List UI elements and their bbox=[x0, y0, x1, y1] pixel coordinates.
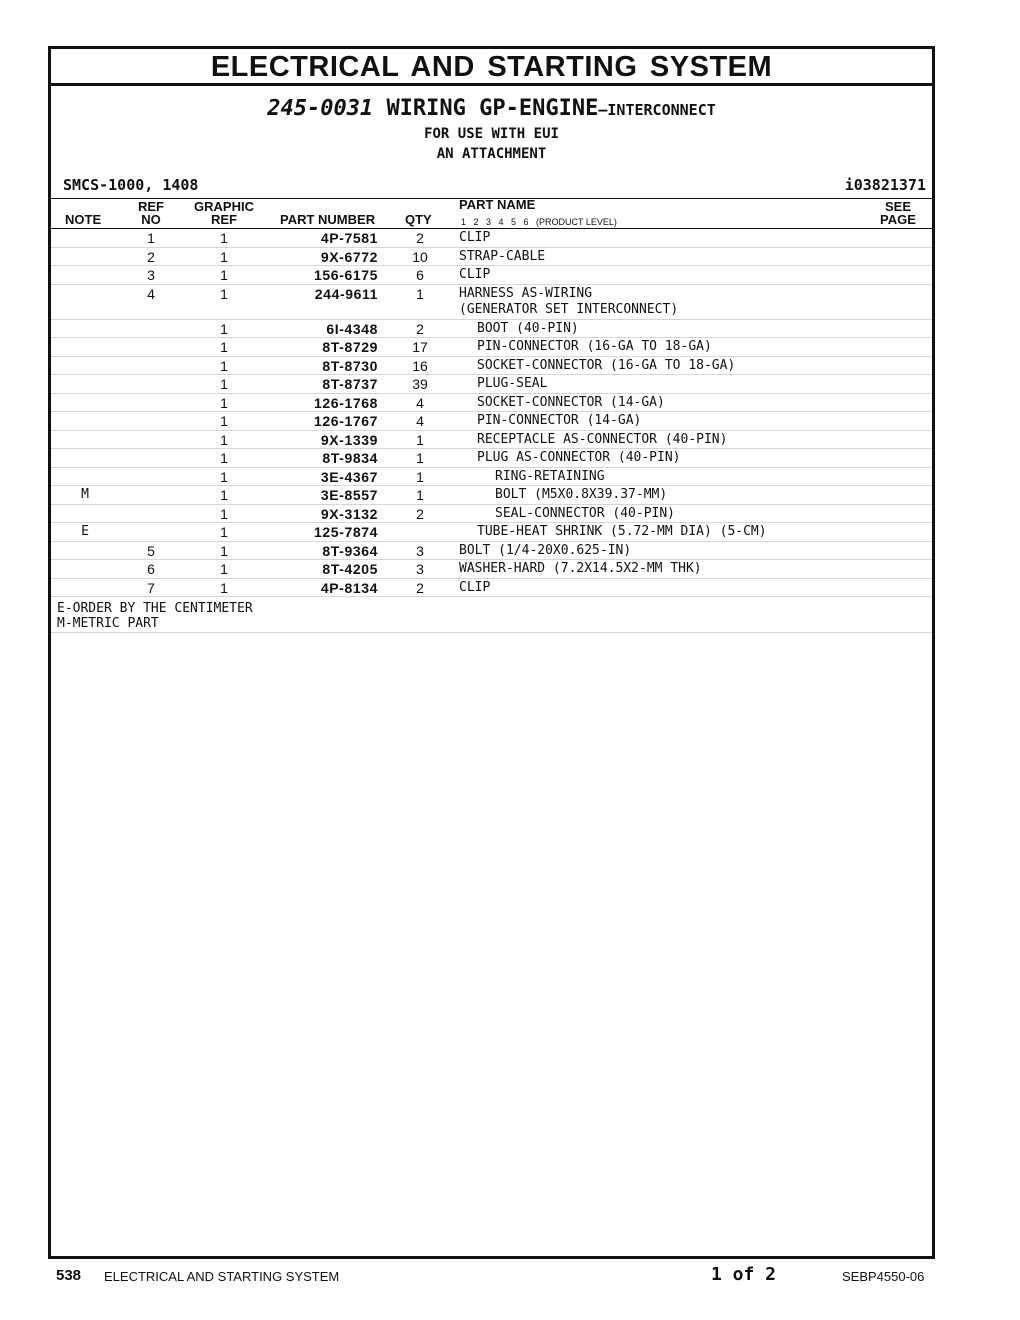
use-line-1: FOR USE WITH EUI bbox=[424, 126, 559, 142]
table-row bbox=[51, 542, 932, 561]
table-row bbox=[51, 285, 932, 320]
use-line-2: AN ATTACHMENT bbox=[436, 146, 547, 162]
graphic-ref-cell: 1 bbox=[220, 339, 228, 355]
part-number-cell: 9X-3132 bbox=[320, 505, 378, 522]
part-name-cell: PIN-CONNECTOR (14-GA) bbox=[477, 413, 642, 428]
ref-no-cell: 7 bbox=[147, 579, 155, 596]
ref-no-cell: 4 bbox=[147, 285, 155, 302]
part-name-cell: HARNESS AS-WIRING bbox=[459, 285, 593, 301]
qty-cell: 2 bbox=[416, 320, 424, 337]
table-row bbox=[51, 468, 932, 487]
graphic-ref-cell: 1 bbox=[220, 394, 228, 411]
table-row bbox=[51, 560, 932, 579]
header-see-top: SEE bbox=[884, 199, 911, 214]
ref-no-cell: 5 bbox=[147, 542, 155, 559]
graphic-ref-cell: 1 bbox=[220, 376, 228, 392]
part-number-cell: 6I-4348 bbox=[326, 320, 378, 337]
qty-cell: 3 bbox=[416, 542, 424, 559]
qty-cell: 1 bbox=[416, 468, 424, 485]
footnotes bbox=[51, 597, 932, 633]
table-row bbox=[51, 320, 932, 339]
graphic-ref-cell: 1 bbox=[220, 524, 228, 540]
part-number-cell: 8T-4205 bbox=[322, 561, 378, 577]
page-number: 538 bbox=[56, 1267, 82, 1284]
group-suffix: –INTERCONNECT bbox=[598, 101, 716, 119]
header-part-number: PART NUMBER bbox=[280, 212, 376, 227]
header-product-level: 1 2 3 4 5 6 (PRODUCT LEVEL) bbox=[461, 217, 617, 227]
smcs-row bbox=[51, 174, 932, 198]
table-row bbox=[51, 375, 932, 394]
part-name-cell: SOCKET-CONNECTOR (16-GA TO 18-GA) bbox=[477, 357, 736, 373]
ref-no-cell: 6 bbox=[147, 561, 155, 577]
part-number-cell: 4P-8134 bbox=[320, 579, 378, 596]
graphic-ref-cell: 1 bbox=[220, 579, 228, 596]
table-row bbox=[51, 449, 932, 468]
graphic-ref-cell: 1 bbox=[220, 505, 228, 522]
graphic-ref-cell: 1 bbox=[220, 561, 228, 577]
ref-no-cell: 3 bbox=[147, 267, 155, 283]
table-row bbox=[51, 229, 932, 248]
part-number-cell: 8T-9364 bbox=[322, 542, 378, 559]
ref-no-cell: 2 bbox=[147, 248, 155, 265]
note-cell: E bbox=[81, 524, 89, 539]
header-part-name: PART NAME bbox=[459, 197, 536, 212]
part-name-cell: WASHER-HARD (7.2X14.5X2-MM THK) bbox=[459, 561, 702, 576]
qty-cell: 1 bbox=[416, 487, 424, 503]
group-heading bbox=[51, 96, 932, 124]
page-title: ELECTRICAL AND STARTING SYSTEM bbox=[51, 49, 932, 86]
part-name-cell: CLIP bbox=[459, 267, 491, 282]
table-row bbox=[51, 505, 932, 524]
part-name-cell: SOCKET-CONNECTOR (14-GA) bbox=[477, 394, 665, 410]
part-name-cell: TUBE-HEAT SHRINK (5.72-MM DIA) (5-CM) bbox=[477, 524, 767, 539]
part-number-cell: 125-7874 bbox=[314, 524, 378, 540]
note-cell: M bbox=[81, 487, 89, 502]
part-number-cell: 8T-9834 bbox=[322, 450, 378, 466]
qty-cell: 16 bbox=[412, 357, 428, 374]
graphic-ref-cell: 1 bbox=[220, 542, 228, 559]
part-number-cell: 9X-6772 bbox=[320, 248, 378, 265]
parts-table-body bbox=[51, 229, 932, 597]
graphic-ref-cell: 1 bbox=[220, 320, 228, 337]
document-frame bbox=[48, 46, 935, 1259]
qty-cell: 4 bbox=[416, 413, 424, 429]
table-row bbox=[51, 431, 932, 450]
table-row bbox=[51, 412, 932, 431]
header-qty: QTY bbox=[405, 212, 432, 227]
table-row bbox=[51, 523, 932, 542]
part-number-cell: 3E-4367 bbox=[320, 468, 378, 485]
part-number-cell: 126-1767 bbox=[314, 413, 378, 429]
page-of: 1 of 2 bbox=[711, 1264, 777, 1285]
part-name-cell: SEAL-CONNECTOR (40-PIN) bbox=[495, 505, 676, 521]
graphic-ref-cell: 1 bbox=[220, 487, 228, 503]
part-number-cell: 244-9611 bbox=[314, 285, 378, 302]
qty-cell: 6 bbox=[416, 267, 424, 283]
info-id: i03821371 bbox=[844, 176, 926, 194]
qty-cell: 1 bbox=[416, 431, 424, 448]
qty-cell: 3 bbox=[416, 561, 424, 577]
header-graphic-bottom: REF bbox=[211, 212, 237, 227]
table-row bbox=[51, 248, 932, 267]
table-row bbox=[51, 266, 932, 285]
graphic-ref-cell: 1 bbox=[220, 267, 228, 283]
qty-cell: 1 bbox=[416, 285, 424, 302]
graphic-ref-cell: 1 bbox=[220, 230, 228, 246]
header-ref-bottom: NO bbox=[141, 212, 161, 227]
qty-cell: 10 bbox=[412, 248, 428, 265]
table-row bbox=[51, 357, 932, 376]
smcs-code: SMCS-1000, 1408 bbox=[63, 176, 199, 194]
part-name-cell: PLUG AS-CONNECTOR (40-PIN) bbox=[477, 450, 681, 465]
header-note: NOTE bbox=[65, 212, 102, 227]
part-name-cell-line2: (GENERATOR SET INTERCONNECT) bbox=[459, 301, 679, 317]
footer-section: ELECTRICAL AND STARTING SYSTEM bbox=[104, 1269, 340, 1284]
part-name-cell: PIN-CONNECTOR (16-GA TO 18-GA) bbox=[477, 339, 712, 354]
doc-id: SEBP4550-06 bbox=[842, 1269, 925, 1284]
group-id: 245-0031 bbox=[267, 96, 374, 121]
header-see-bottom: PAGE bbox=[880, 212, 916, 227]
part-name-cell: CLIP bbox=[459, 230, 491, 245]
part-number-cell: 3E-8557 bbox=[320, 487, 378, 503]
graphic-ref-cell: 1 bbox=[220, 450, 228, 466]
part-name-cell: CLIP bbox=[459, 579, 491, 595]
part-name-cell: PLUG-SEAL bbox=[477, 376, 548, 391]
header-ref-top: REF bbox=[138, 199, 164, 214]
table-row bbox=[51, 394, 932, 413]
qty-cell: 39 bbox=[412, 376, 428, 392]
part-name-cell: RECEPTACLE AS-CONNECTOR (40-PIN) bbox=[477, 431, 728, 447]
qty-cell: 2 bbox=[416, 505, 424, 522]
qty-cell: 2 bbox=[416, 579, 424, 596]
qty-cell: 2 bbox=[416, 230, 424, 246]
group-name: WIRING GP-ENGINE bbox=[386, 96, 599, 121]
part-name-cell: STRAP-CABLE bbox=[459, 248, 546, 264]
part-name-cell: BOLT (1/4-20X0.625-IN) bbox=[459, 542, 632, 558]
part-name-cell: RING-RETAINING bbox=[495, 468, 605, 484]
graphic-ref-cell: 1 bbox=[220, 285, 228, 302]
table-row bbox=[51, 579, 932, 598]
qty-cell: 17 bbox=[412, 339, 428, 355]
footnote-m: M-METRIC PART bbox=[57, 616, 159, 631]
part-number-cell: 8T-8737 bbox=[322, 376, 378, 392]
header-graphic-top: GRAPHIC bbox=[194, 199, 254, 214]
graphic-ref-cell: 1 bbox=[220, 248, 228, 265]
graphic-ref-cell: 1 bbox=[220, 431, 228, 448]
part-number-cell: 8T-8730 bbox=[322, 357, 378, 374]
part-number-cell: 4P-7581 bbox=[320, 230, 378, 246]
qty-cell: 4 bbox=[416, 394, 424, 411]
part-number-cell: 8T-8729 bbox=[322, 339, 378, 355]
graphic-ref-cell: 1 bbox=[220, 468, 228, 485]
part-number-cell: 156-6175 bbox=[314, 267, 378, 283]
part-number-cell: 126-1768 bbox=[314, 394, 378, 411]
part-name-cell: BOLT (M5X0.8X39.37-MM) bbox=[495, 487, 668, 502]
part-number-cell: 9X-1339 bbox=[320, 431, 378, 448]
graphic-ref-cell: 1 bbox=[220, 357, 228, 374]
graphic-ref-cell: 1 bbox=[220, 413, 228, 429]
table-row bbox=[51, 486, 932, 505]
ref-no-cell: 1 bbox=[147, 230, 155, 246]
page-footer bbox=[0, 1264, 1020, 1288]
footnote-e: E-ORDER BY THE CENTIMETER bbox=[57, 601, 253, 616]
part-name-cell: BOOT (40-PIN) bbox=[477, 320, 579, 336]
table-row bbox=[51, 338, 932, 357]
qty-cell: 1 bbox=[416, 450, 424, 466]
table-header bbox=[51, 198, 932, 229]
